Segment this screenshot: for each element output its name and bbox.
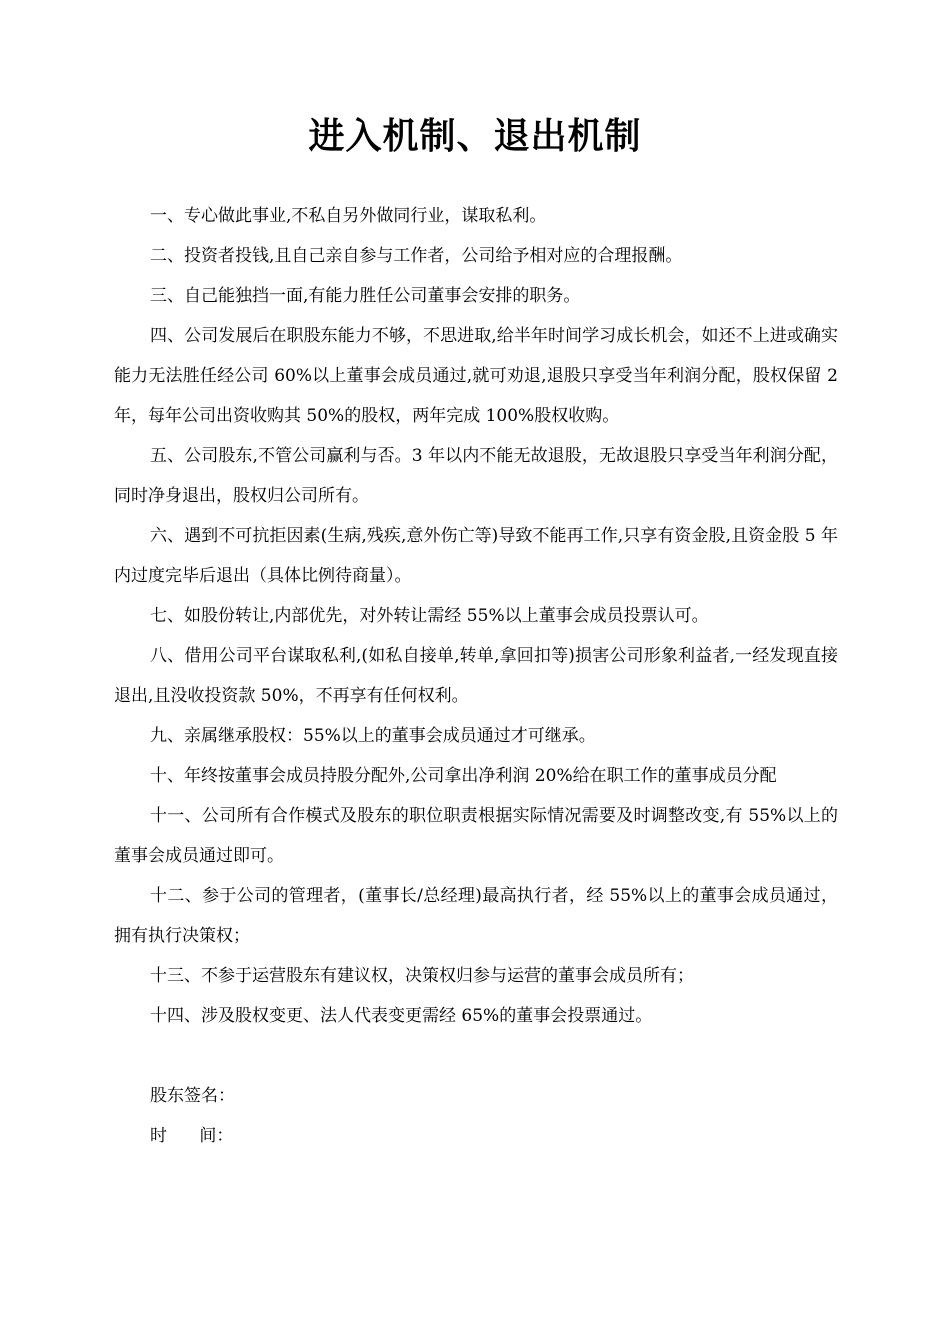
clause-11: 十一、公司所有合作模式及股东的职位职责根据实际情况需要及时调整改变,有 55%以上的董事会成员通过即可。 [114, 806, 838, 866]
document-body [114, 196, 838, 1036]
clause-13: 十三、不参于运营股东有建议权，决策权归参与运营的董事会成员所有； [150, 966, 694, 986]
time-label: 时 间： [150, 1126, 234, 1146]
clause-7: 七、如股份转让,内部优先，对外转让需经 55%以上董事会成员投票认可。 [150, 606, 709, 626]
clause-8: 八、借用公司平台谋取私利,(如私自接单,转单,拿回扣等)损害公司形象利益者,一经发现直接退出,且没收投资款 50%，不再享有任何权利。 [114, 646, 838, 706]
clause-4: 四、公司发展后在职股东能力不够，不思进取,给半年时间学习成长机会，如还不上进或确实能力无法胜任经公司 60%以上董事会成员通过,就可劝退,退股只享受当年利润分配，股权保留 2 年，每年公司出资收购其 50%的股权，两年完成 100%股权收购。 [114, 326, 838, 426]
clause-12: 十二、参于公司的管理者，(董事长/总经理)最高执行者，经 55%以上的董事会成员通过，拥有执行决策权； [114, 886, 838, 946]
document-title: 进入机制、退出机制 [308, 116, 642, 157]
clause-10: 十、年终按董事会成员持股分配外,公司拿出净利润 20%给在职工作的董事成员分配 [150, 766, 777, 786]
clause-3: 三、自己能独挡一面,有能力胜任公司董事会安排的职务。 [150, 286, 581, 306]
clause-2: 二、投资者投钱,且自己亲自参与工作者，公司给予相对应的合理报酬。 [150, 246, 683, 266]
clause-1: 一、专心做此事业,不私自另外做同行业，谋取私利。 [150, 206, 547, 226]
shareholder-signature-label: 股东签名： [150, 1086, 235, 1106]
signature-block [150, 1076, 750, 1156]
clause-5: 五、公司股东,不管公司赢利与否。3 年以内不能无故退股，无故退股只享受当年利润分配，同时净身退出，股权归公司所有。 [114, 446, 838, 506]
clause-6: 六、遇到不可抗拒因素(生病,残疾,意外伤亡等)导致不能再工作,只享有资金股,且资金股 5 年内过度完毕后退出（具体比例待商量）。 [114, 526, 838, 586]
clause-9: 九、亲属继承股权：55%以上的董事会成员通过才可继承。 [150, 726, 596, 746]
clause-14: 十四、涉及股权变更、法人代表变更需经 65%的董事会投票通过。 [150, 1006, 653, 1026]
